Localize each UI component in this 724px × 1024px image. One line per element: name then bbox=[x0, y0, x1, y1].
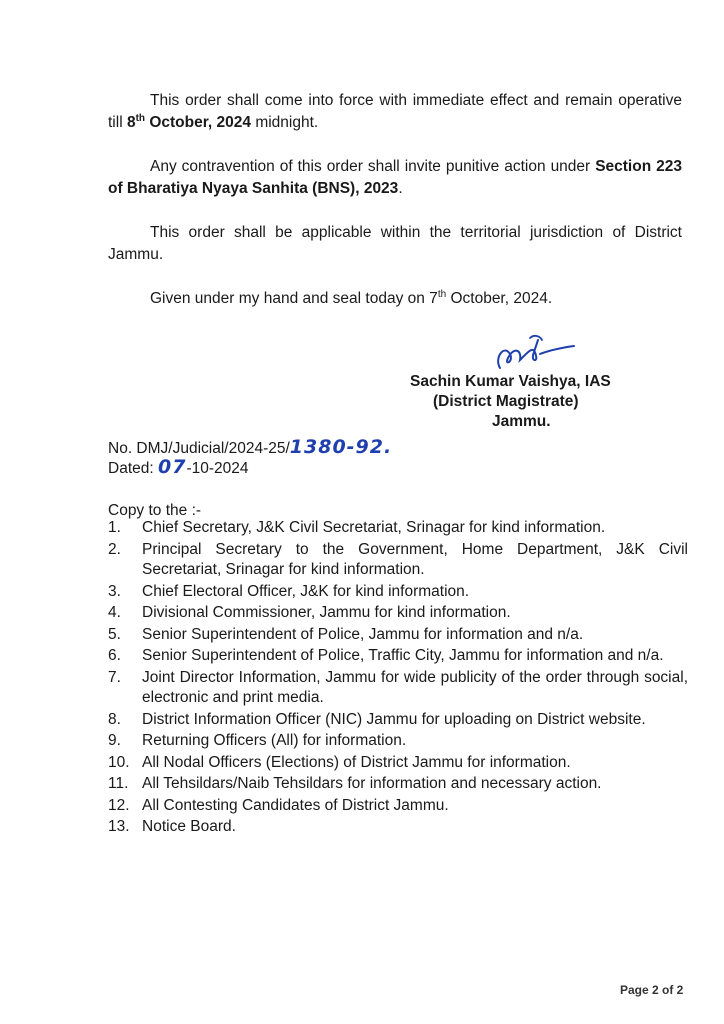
reference-date-handwritten: 07 bbox=[157, 456, 187, 478]
copy-to-heading: Copy to the :- bbox=[108, 502, 202, 519]
copy-to-item bbox=[108, 625, 688, 646]
copy-to-item-number: 7. bbox=[108, 668, 121, 686]
p3-text: This order shall be applicable within the territorial jurisdiction of District Jammu. bbox=[108, 224, 682, 263]
copy-to-item-text: Returning Officers (All) for information. bbox=[142, 732, 407, 749]
copy-to-item bbox=[108, 731, 688, 752]
copy-to-item-text: Notice Board. bbox=[142, 818, 236, 835]
copy-to-item bbox=[108, 774, 688, 795]
signatory-place: Jammu. bbox=[492, 413, 551, 430]
copy-to-item-text: Principal Secretary to the Government, Home Department, J&K Civil Secretariat, Srinagar for kind information. bbox=[142, 540, 688, 578]
copy-to-item-text: Chief Secretary, J&K Civil Secretariat, Srinagar for kind information. bbox=[142, 519, 606, 536]
paragraph-validity bbox=[108, 90, 682, 134]
copy-to-item-number: 1. bbox=[108, 519, 121, 536]
p4-text: Given under my hand and seal today on 7 bbox=[150, 290, 438, 307]
copy-to-item-text: Chief Electoral Officer, J&K for kind information. bbox=[142, 582, 470, 600]
copy-to-list bbox=[108, 518, 688, 839]
reference-date-rest: -10-2024 bbox=[186, 460, 249, 477]
p1-end: midnight. bbox=[251, 114, 319, 131]
copy-to-item-number: 13. bbox=[108, 818, 130, 835]
copy-to-item bbox=[108, 603, 688, 624]
p2-text: Any contravention of this order shall invite punitive action under bbox=[150, 158, 596, 175]
copy-to-item-number: 10. bbox=[108, 753, 130, 771]
signature-block bbox=[405, 372, 665, 432]
copy-to-item-text: Senior Superintendent of Police, Traffic City, Jammu for information and n/a. bbox=[142, 647, 664, 664]
copy-to-item bbox=[108, 710, 688, 731]
copy-to-item-number: 3. bbox=[108, 582, 121, 600]
copy-to-item-number: 6. bbox=[108, 647, 121, 664]
reference-date-label: Dated: bbox=[108, 460, 158, 477]
p1-text: This order shall come into force with immediate effect and remain operative till bbox=[108, 92, 682, 131]
copy-to-item bbox=[108, 646, 688, 667]
p2-end: . bbox=[398, 180, 403, 197]
reference-number-handwritten: 1380-92. bbox=[289, 436, 393, 458]
copy-to-item-number: 2. bbox=[108, 540, 121, 558]
p1-day-suffix: th bbox=[135, 112, 146, 124]
copy-to-item-text: Senior Superintendent of Police, Jammu for information and n/a. bbox=[142, 625, 584, 643]
paragraph-penalty bbox=[108, 156, 682, 200]
copy-to-item-number: 8. bbox=[108, 710, 121, 728]
paragraph-jurisdiction bbox=[108, 222, 682, 266]
copy-to-item-text: All Nodal Officers (Elections) of District Jammu for information. bbox=[142, 753, 571, 771]
copy-to-item bbox=[108, 753, 688, 774]
copy-to-item-number: 12. bbox=[108, 796, 130, 814]
copy-to-item bbox=[108, 668, 688, 709]
p2-section: Section 223 of Bharatiya Nyaya Sanhita (BNS), 2023 bbox=[108, 158, 683, 197]
p1-date: October, 2024 bbox=[145, 114, 252, 131]
copy-to-item-text: All Tehsildars/Naib Tehsildars for information and necessary action. bbox=[142, 775, 602, 792]
copy-to-item-number: 4. bbox=[108, 604, 121, 621]
copy-to-item-text: Divisional Commissioner, Jammu for kind information. bbox=[142, 604, 511, 621]
copy-to-item-number: 11. bbox=[108, 775, 129, 792]
copy-to-item-text: Joint Director Information, Jammu for wide publicity of the order through social, electronic and print media. bbox=[142, 668, 688, 706]
copy-to-item-number: 5. bbox=[108, 625, 121, 643]
p4-end: October, 2024. bbox=[446, 290, 553, 307]
copy-to-item bbox=[108, 518, 688, 539]
page-number: Page 2 of 2 bbox=[620, 983, 684, 997]
copy-to-item bbox=[108, 540, 688, 581]
p4-suffix: th bbox=[437, 288, 447, 300]
copy-to-item bbox=[108, 796, 688, 817]
reference-number-label: No. DMJ/Judicial/2024-25/ bbox=[108, 440, 290, 457]
signatory-name: Sachin Kumar Vaishya, IAS bbox=[410, 373, 611, 390]
copy-to-item bbox=[108, 817, 688, 838]
reference-date bbox=[108, 456, 248, 480]
p1-day: 8 bbox=[126, 114, 136, 131]
copy-to-item-text: District Information Officer (NIC) Jammu for uploading on District website. bbox=[142, 710, 646, 728]
copy-to-item-number: 9. bbox=[108, 732, 121, 749]
paragraph-given-under-hand bbox=[150, 288, 724, 310]
copy-to-item bbox=[108, 582, 688, 603]
signatory-designation: (District Magistrate) bbox=[433, 393, 579, 410]
copy-to-item-text: All Contesting Candidates of District Jammu. bbox=[142, 796, 449, 814]
